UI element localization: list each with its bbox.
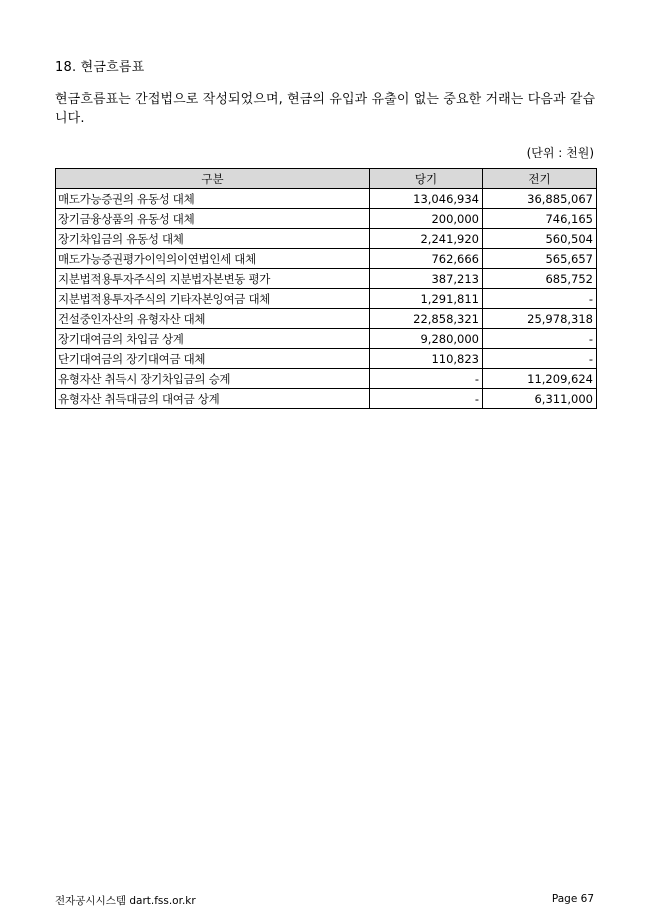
row-previous-value: 560,504 — [483, 229, 597, 249]
table-row — [56, 249, 597, 269]
table-header-row — [56, 169, 597, 189]
table-row — [56, 309, 597, 329]
row-current-value: 9,280,000 — [370, 329, 483, 349]
row-previous-value: - — [483, 289, 597, 309]
section-title: 18. 현금흐름표 — [55, 60, 145, 75]
row-current-value: 22,858,321 — [370, 309, 483, 329]
unit-note: (단위 : 천원) — [526, 146, 594, 160]
row-current-value: 762,666 — [370, 249, 483, 269]
row-item-label: 지분법적용투자주식의 지분법자본변동 평가 — [56, 269, 370, 289]
table-row — [56, 209, 597, 229]
row-previous-value: - — [483, 329, 597, 349]
row-previous-value: 565,657 — [483, 249, 597, 269]
row-previous-value: 6,311,000 — [483, 389, 597, 409]
row-previous-value: 746,165 — [483, 209, 597, 229]
row-item-label: 단기대여금의 장기대여금 대체 — [56, 349, 370, 369]
row-current-value: 200,000 — [370, 209, 483, 229]
row-item-label: 장기차입금의 유동성 대체 — [56, 229, 370, 249]
section-description: 현금흐름표는 간접법으로 작성되었으며, 현금의 유입과 유출이 없는 중요한 거래는 다음과 같습니다. — [55, 92, 596, 126]
row-previous-value: 11,209,624 — [483, 369, 597, 389]
row-previous-value: 685,752 — [483, 269, 597, 289]
row-item-label: 건설중인자산의 유형자산 대체 — [56, 309, 370, 329]
row-item-label: 매도가능증권의 유동성 대체 — [56, 189, 370, 209]
table-row — [56, 229, 597, 249]
row-current-value: 13,046,934 — [370, 189, 483, 209]
row-current-value: 387,213 — [370, 269, 483, 289]
row-current-value: 110,823 — [370, 349, 483, 369]
header-current-period: 당기 — [370, 169, 483, 189]
table-row — [56, 349, 597, 369]
table-row — [56, 289, 597, 309]
row-item-label: 장기대여금의 차입금 상계 — [56, 329, 370, 349]
header-previous-period: 전기 — [483, 169, 597, 189]
table-row — [56, 369, 597, 389]
non-cash-transactions-table — [55, 168, 597, 409]
row-item-label: 지분법적용투자주식의 기타자본잉여금 대체 — [56, 289, 370, 309]
row-previous-value: 25,978,318 — [483, 309, 597, 329]
row-previous-value: 36,885,067 — [483, 189, 597, 209]
row-previous-value: - — [483, 349, 597, 369]
table-row — [56, 329, 597, 349]
row-current-value: - — [370, 389, 483, 409]
footer-page-number: Page 67 — [551, 893, 594, 905]
table-row — [56, 269, 597, 289]
table-body — [56, 189, 597, 409]
row-item-label: 매도가능증권평가이익의이연법인세 대체 — [56, 249, 370, 269]
table-row — [56, 189, 597, 209]
table-row — [56, 389, 597, 409]
row-current-value: 2,241,920 — [370, 229, 483, 249]
row-current-value: - — [370, 369, 483, 389]
row-item-label: 유형자산 취득시 장기차입금의 승계 — [56, 369, 370, 389]
row-current-value: 1,291,811 — [370, 289, 483, 309]
header-item: 구분 — [56, 169, 370, 189]
row-item-label: 유형자산 취득대금의 대여금 상계 — [56, 389, 370, 409]
footer-source: 전자공시시스템 dart.fss.or.kr — [55, 895, 196, 907]
row-item-label: 장기금융상품의 유동성 대체 — [56, 209, 370, 229]
